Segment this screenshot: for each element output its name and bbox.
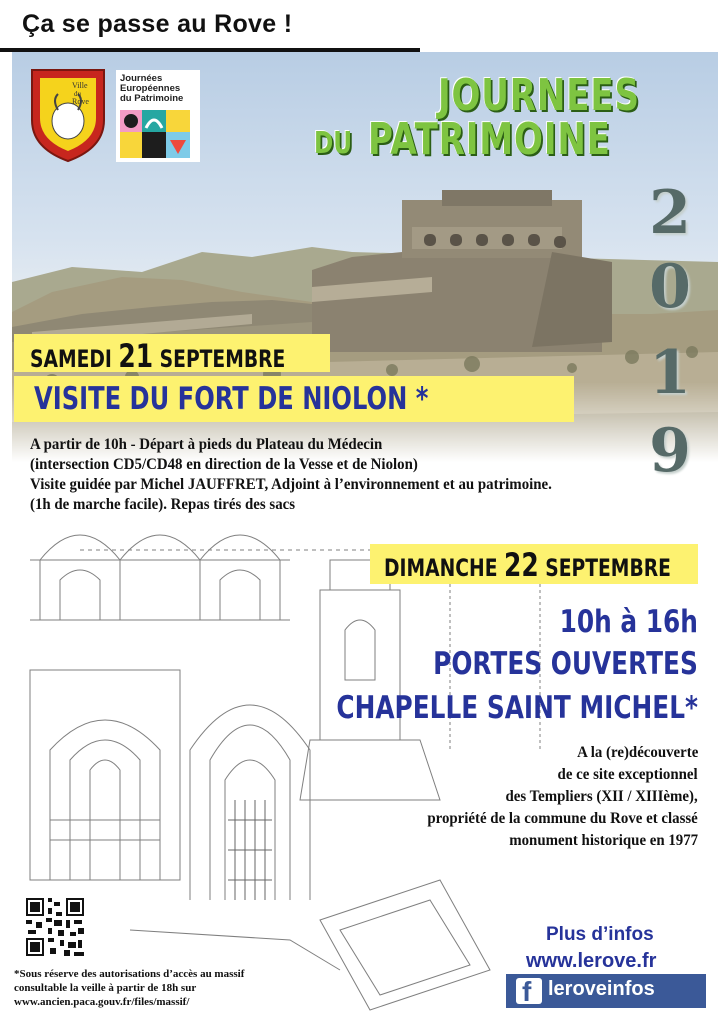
- qr-code[interactable]: [24, 896, 86, 958]
- svg-text:Rove: Rove: [72, 97, 89, 106]
- svg-text:du: du: [74, 90, 81, 98]
- chapel-title: CHAPELLE SAINT MICHEL*: [336, 690, 698, 726]
- jep-logo: [116, 70, 200, 162]
- facebook-handle[interactable]: leroveinfos: [548, 978, 655, 1000]
- footnote-line: consultable la veille à partir de 18h sur: [14, 982, 197, 994]
- facebook-icon-letter: f: [522, 976, 532, 1007]
- open-doors-title: PORTES OUVERTES: [433, 646, 698, 682]
- title-journees: JOURNEES: [438, 70, 640, 121]
- year-digit-3: 1: [649, 338, 691, 408]
- jep-logo-graphic: [120, 110, 190, 158]
- chapel-description-line: A la (re)découverte: [576, 744, 698, 761]
- website-link[interactable]: www.lerove.fr: [526, 950, 657, 972]
- jep-logo-text: Journées Européennes du Patrimoine: [120, 73, 184, 104]
- page-header: Ça se passe au Rove !: [22, 10, 293, 38]
- saturday-info-line: A partir de 10h - Départ à pieds du Plateau du Médecin: [30, 436, 383, 453]
- title-du: DU: [314, 126, 353, 161]
- saturday-info-line: (1h de marche facile). Repas tirés des sacs: [30, 496, 296, 513]
- sunday-date-label: DIMANCHE 22 SEPTEMBRE: [384, 546, 671, 584]
- footnote-line: *Sous réserve des autorisations d’accès au massif: [14, 968, 245, 980]
- saturday-date-label: SAMEDI 21 SEPTEMBRE: [30, 337, 286, 375]
- chapel-description-line: propriété de la commune du Rove et classé: [427, 810, 698, 827]
- chapel-description-line: de ce site exceptionnel: [557, 766, 698, 783]
- town-crest-logo: [28, 66, 108, 164]
- title-patrimoine: PATRIMOINE: [368, 114, 611, 165]
- year-digit-1: 2: [649, 178, 691, 248]
- saturday-info-line: Visite guidée par Michel JAUFFRET, Adjoint à l’environnement et au patrimoine.: [30, 476, 552, 493]
- svg-text:Ville: Ville: [72, 81, 88, 90]
- footnote-link[interactable]: www.ancien.paca.gouv.fr/files/massif/: [14, 996, 190, 1008]
- fort-visit-title: VISITE DU FORT DE NIOLON *: [34, 381, 429, 417]
- year-digit-4: 9: [649, 416, 691, 486]
- chapel-description-line: monument historique en 1977: [509, 832, 698, 849]
- opening-hours: 10h à 16h: [559, 604, 698, 640]
- chapel-description-line: des Templiers (XII / XIIIème),: [505, 788, 698, 805]
- more-info-label: Plus d’infos: [546, 924, 654, 945]
- year-digit-2: 0: [649, 252, 691, 322]
- saturday-info-line: (intersection CD5/CD48 en direction de la Vesse et de Niolon): [30, 456, 418, 473]
